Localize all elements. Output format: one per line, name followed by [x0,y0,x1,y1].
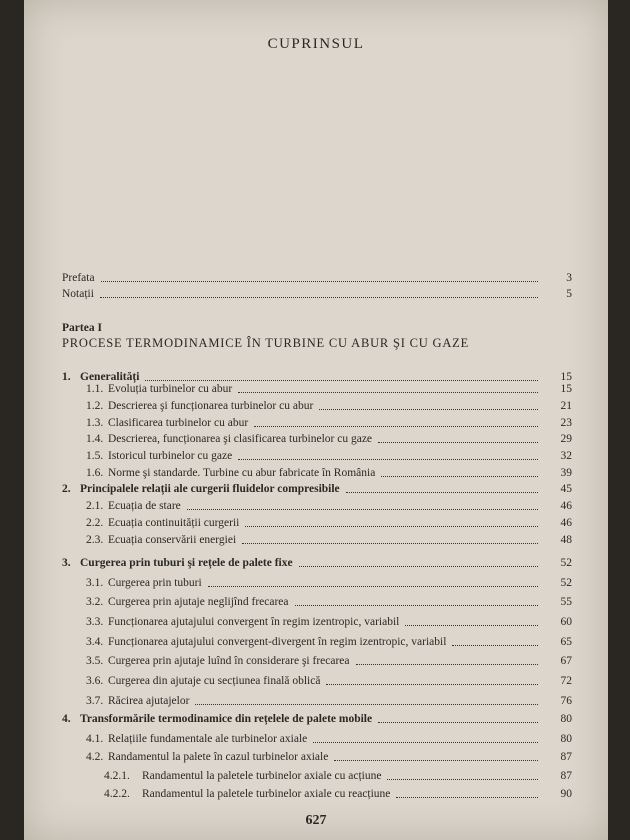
toc-entry-number: 3.2. [86,596,104,608]
book-page [24,0,608,840]
toc-entry-page: 45 [560,483,572,495]
dot-leader [254,426,538,427]
toc-entry-title: Istoricul turbinelor cu gaze [108,450,233,462]
part-label: Partea I [62,322,102,334]
page-heading: CUPRINSUL [267,36,365,52]
toc-section [24,693,608,709]
toc-entry-page: 67 [560,655,572,667]
dot-leader [208,586,538,587]
toc-entry-number: 4. [62,713,71,725]
toc-section [24,498,608,514]
toc-entry-number: 3.4. [86,636,104,648]
toc-section [24,653,608,669]
toc-entry-page: 46 [560,500,572,512]
front-matter-entry [24,270,608,286]
toc-entry-number: 2. [62,483,71,495]
toc-entry-page: 90 [560,788,572,800]
toc-entry-page: 3 [566,272,572,284]
toc-entry-title: Transformările termodinamice din rețelele de palete mobile [80,713,373,725]
toc-entry-number: 2.1. [86,500,104,512]
toc-entry-title: Ecuația conservării energiei [108,534,237,546]
toc-entry-title: Clasificarea turbinelor cu abur [108,417,249,429]
dot-leader [452,645,538,646]
toc-entry-page: 5 [566,288,572,300]
toc-entry-number: 1.3. [86,417,104,429]
toc-entry-title: Funcționarea ajutajului convergent-divergent în regim izentropic, variabil [108,636,447,648]
toc-section [24,381,608,397]
toc-entry-page: 60 [560,616,572,628]
dot-leader [101,281,538,282]
toc-entry-title: Randamentul la paletele turbinelor axiale cu reacțiune [142,788,391,800]
front-matter-entry [24,286,608,302]
toc-entry-title: Funcționarea ajutajului convergent în regim izentropic, variabil [108,616,400,628]
dot-leader [381,476,538,477]
dot-leader [396,797,538,798]
dot-leader [238,392,538,393]
dot-leader [356,664,539,665]
toc-entry-number: 4.1. [86,733,104,745]
toc-entry-number: 3.5. [86,655,104,667]
dot-leader [195,704,538,705]
toc-section [24,731,608,747]
toc-section [24,634,608,650]
dot-leader [326,684,538,685]
toc-entry-title: Descrierea, funcționarea şi clasificarea turbinelor cu gaze [108,433,373,445]
toc-section [24,398,608,414]
toc-entry-title: Curgerea prin ajutaje luînd în considerare şi frecarea [108,655,350,667]
toc-entry-page: 23 [560,417,572,429]
toc-section [24,448,608,464]
dot-leader [334,760,538,761]
toc-entry-title: Ecuația continuității curgerii [108,517,240,529]
toc-section [24,431,608,447]
toc-entry-title: Relațiile fundamentale ale turbinelor axiale [108,733,308,745]
toc-entry-page: 15 [560,383,572,395]
toc-entry-page: 76 [560,695,572,707]
toc-entry-page: 52 [560,577,572,589]
toc-subsection [24,786,608,802]
dot-leader [295,605,538,606]
toc-section [24,415,608,431]
toc-entry-number: 4.2. [86,751,104,763]
toc-entry-number: 3. [62,557,71,569]
toc-entry-number: 3.7. [86,695,104,707]
dot-leader [378,442,538,443]
part-title: PROCESE TERMODINAMICE ÎN TURBINE CU ABUR ŞI CU GAZE [62,336,470,350]
toc-entry-number: 1.2. [86,400,104,412]
dot-leader [319,409,538,410]
toc-entry-title: Curgerea prin ajutaje neglijînd frecarea [108,596,289,608]
toc-entry-number: 2.3. [86,534,104,546]
toc-entry-page: 21 [560,400,572,412]
toc-entry-number: 4.2.1. [104,770,130,782]
dot-leader [238,459,538,460]
toc-entry-number: 3.1. [86,577,104,589]
toc-section [24,465,608,481]
toc-entry-title: Principalele relații ale curgerii fluidelor compresibile [80,483,340,495]
dot-leader [387,779,538,780]
toc-entry-title: Norme şi standarde. Turbine cu abur fabricate în România [108,467,376,479]
toc-entry-page: 87 [560,751,572,763]
toc-section [24,594,608,610]
toc-entry-page: 46 [560,517,572,529]
dot-leader [100,297,538,298]
toc-chapter [24,481,608,497]
toc-subsection [24,768,608,784]
dot-leader [405,625,538,626]
dot-leader [245,526,538,527]
toc-entry-page: 15 [560,371,572,383]
toc-entry-title: Prefata [62,272,95,284]
toc-entry-page: 52 [560,557,572,569]
toc-entry-title: Curgerea prin tuburi şi rețele de palete fixe [80,557,293,569]
toc-entry-page: 29 [560,433,572,445]
dot-leader [242,543,538,544]
dot-leader [346,492,538,493]
toc-section [24,532,608,548]
toc-entry-number: 1.4. [86,433,104,445]
toc-entry-title: Evoluția turbinelor cu abur [108,383,233,395]
toc-entry-title: Descrierea şi funcționarea turbinelor cu abur [108,400,314,412]
toc-entry-title: Curgerea din ajutaje cu secțiunea finală oblică [108,675,321,687]
toc-entry-number: 3.6. [86,675,104,687]
dot-leader [299,566,538,567]
toc-entry-title: Generalități [80,371,140,383]
toc-section [24,614,608,630]
toc-entry-title: Ecuația de stare [108,500,181,512]
toc-entry-number: 3.3. [86,616,104,628]
toc-entry-number: 1.1. [86,383,104,395]
toc-entry-number: 1.5. [86,450,104,462]
dot-leader [313,742,538,743]
toc-entry-title: Notații [62,288,94,300]
toc-section [24,749,608,765]
toc-entry-number: 2.2. [86,517,104,529]
toc-entry-page: 39 [560,467,572,479]
page-number: 627 [305,813,327,828]
toc-entry-page: 80 [560,713,572,725]
toc-entry-number: 4.2.2. [104,788,130,800]
dot-leader [187,509,538,510]
dot-leader [378,722,538,723]
toc-entry-page: 65 [560,636,572,648]
toc-chapter [24,555,608,571]
toc-section [24,515,608,531]
toc-entry-title: Curgerea prin tuburi [108,577,202,589]
toc-entry-title: Randamentul la paletele turbinelor axiale cu acțiune [142,770,382,782]
toc-section [24,575,608,591]
toc-entry-page: 72 [560,675,572,687]
toc-entry-page: 55 [560,596,572,608]
toc-section [24,673,608,689]
toc-entry-page: 32 [560,450,572,462]
toc-entry-page: 48 [560,534,572,546]
toc-entry-title: Răcirea ajutajelor [108,695,190,707]
toc-entry-page: 87 [560,770,572,782]
toc-entry-page: 80 [560,733,572,745]
toc-entry-number: 1. [62,371,71,383]
toc-chapter [24,711,608,727]
toc-entry-number: 1.6. [86,467,104,479]
toc-entry-title: Randamentul la palete în cazul turbinelor axiale [108,751,329,763]
